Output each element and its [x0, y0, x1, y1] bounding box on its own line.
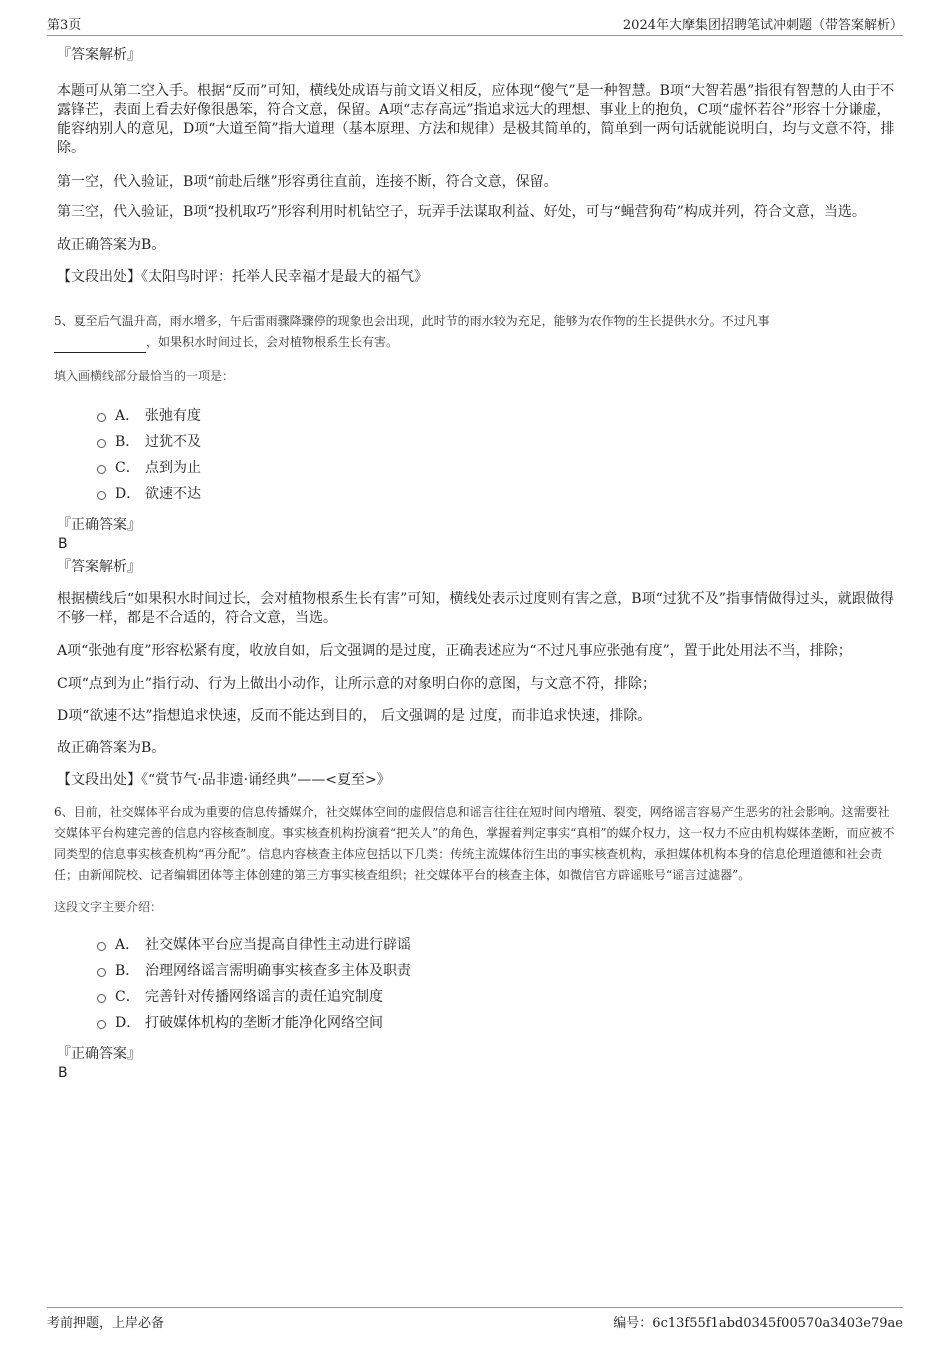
analysis-paragraph: D项“欲速不达”指想追求快速，反而不能达到目的， 后文强调的是 过度，而非追求快速，排除。 [57, 708, 652, 724]
page-header [47, 14, 903, 36]
option-letter: B． [115, 963, 140, 979]
analysis-label: 『答案解析』 [57, 559, 141, 575]
question-5-prompt: 填入画横线部分最恰当的一项是： [54, 369, 235, 383]
radio-icon[interactable] [97, 491, 106, 500]
footer-slogan: 考前押题，上岸必备 [47, 1316, 165, 1331]
document-body [54, 44, 897, 1085]
option-a[interactable] [97, 402, 897, 428]
page-number: 第3页 [47, 18, 82, 33]
radio-icon[interactable] [97, 968, 106, 977]
correct-answer-label: 『正确答案』 [57, 1046, 141, 1062]
question-5-lead: 5、夏至后气温升高，雨水增多，午后雷雨骤降骤停的现象也会出现，此时节的雨水较为充足，能够为农作物的生长提供水分。不过凡事 [54, 314, 770, 328]
answer-conclusion: 故正确答案为B。 [57, 237, 166, 253]
analysis-paragraph: 根据横线后“如果积水时间过长，会对植物根系生长有害”可知，横线处表示过度则有害之意，B项“过犹不及”指事情做得过头，就跟做得不够一样，都是不合适的，符合文意，当选。 [57, 591, 894, 626]
option-letter: D． [115, 1015, 141, 1031]
option-b[interactable] [97, 957, 897, 983]
option-text: 过犹不及 [145, 434, 201, 450]
analysis-paragraph: A项“张弛有度”形容松紧有度，收放自如，后文强调的是过度，正确表述应为“不过凡事应张弛有度”，置于此处用法不当，排除； [57, 643, 852, 659]
option-text: 欲速不达 [145, 486, 201, 502]
option-letter: C． [115, 460, 140, 476]
option-c[interactable] [97, 454, 897, 480]
radio-icon[interactable] [97, 465, 106, 474]
analysis-paragraph: C项“点到为止”指行动、行为上做出小动作，让所示意的对象明白你的意图，与文意不符，排除； [57, 676, 657, 692]
document-id: 编号：6c13f55f1abd0345f00570a3403e79ae [613, 1316, 903, 1331]
document-title: 2024年大摩集团招聘笔试冲刺题（带答案解析） [622, 18, 903, 33]
radio-icon[interactable] [97, 413, 106, 422]
option-letter: B． [115, 434, 140, 450]
question-5-text [54, 311, 897, 353]
answer-blank [54, 338, 146, 353]
option-letter: A． [115, 937, 140, 953]
radio-icon[interactable] [97, 994, 106, 1003]
radio-icon[interactable] [97, 1020, 106, 1029]
option-text: 治理网络谣言需明确事实核查多主体及职责 [145, 963, 411, 979]
option-text: 社交媒体平台应当提高自律性主动进行辟谣 [145, 937, 411, 953]
option-d[interactable] [97, 480, 897, 506]
correct-answer: B [58, 536, 68, 552]
option-text: 完善针对传播网络谣言的责任追究制度 [145, 989, 383, 1005]
question-5-tail: ，如果积水时间过长，会对植物根系生长有害。 [146, 335, 399, 349]
option-text: 张弛有度 [145, 408, 201, 424]
option-text: 打破媒体机构的垄断才能净化网络空间 [145, 1015, 383, 1031]
question-6-prompt: 这段文字主要介绍： [54, 900, 163, 914]
page-footer [47, 1307, 903, 1331]
analysis-paragraph: 第三空，代入验证，B项“投机取巧”形容利用时机钻空子，玩弄手法谋取利益、好处，可与“蝇营狗苟”构成并列，符合文意，当选。 [57, 204, 866, 220]
analysis-paragraph: 本题可从第二空入手。根据“反而”可知，横线处成语与前文语义相反，应体现“傻气”是一种智慧。B项“大智若愚”指很有智慧的人由于不露锋芒，表面上看去好像很愚笨，符合文意，保留。A项“志存高远”指追求远大的理想、事业上的抱负，C项“虚怀若谷”形容十分谦虚，能容纳别人的意见，D项“大道至简”指大道理（基本原理、方法和规律）是极其简单的，简单到一两句话就能说明白，均与文意不符，排除。 [57, 83, 895, 156]
option-c[interactable] [97, 983, 897, 1009]
option-d[interactable] [97, 1009, 897, 1035]
answer-conclusion: 故正确答案为B。 [57, 740, 166, 756]
radio-icon[interactable] [97, 942, 106, 951]
option-text: 点到为止 [145, 460, 201, 476]
correct-answer-label: 『正确答案』 [57, 517, 141, 533]
option-letter: C． [115, 989, 140, 1005]
question-6-options [97, 931, 897, 1035]
question-6-text: 6、目前，社交媒体平台成为重要的信息传播媒介，社交媒体空间的虚假信息和谣言往往在短时间内增殖、裂变，网络谣言容易产生恶劣的社会影响。这需要社交媒体平台构建完善的信息内容核查制度。事实核查机构扮演着“把关人”的角色，掌握着判定事实“真相”的媒介权力，这一权力不应由机构媒体垄断，而应被不同类型的信息事实核查机构“再分配”。信息内容核查主体应包括以下几类：传统主流媒体衍生出的事实核查机构，承担媒体机构本身的信息伦理道德和社会责任；由新闻院校、记者编辑团体等主体创建的第三方事实核查组织；社交媒体平台的核查主体，如微信官方辟谣账号“谣言过滤器”。 [54, 805, 895, 882]
analysis-label: 『答案解析』 [57, 47, 141, 63]
option-b[interactable] [97, 428, 897, 454]
source-citation: 【文段出处】《太阳鸟时评：托举人民幸福才是最大的福气》 [57, 269, 428, 285]
option-a[interactable] [97, 931, 897, 957]
correct-answer: B [58, 1065, 68, 1081]
option-letter: D． [115, 486, 141, 502]
source-citation: 【文段出处】《“赏节气·品非遗·诵经典”——<夏至>》 [57, 772, 391, 788]
radio-icon[interactable] [97, 439, 106, 448]
option-letter: A． [115, 408, 140, 424]
question-5-options [97, 402, 897, 506]
analysis-paragraph: 第一空，代入验证，B项“前赴后继”形容勇往直前，连接不断，符合文意，保留。 [57, 174, 558, 190]
